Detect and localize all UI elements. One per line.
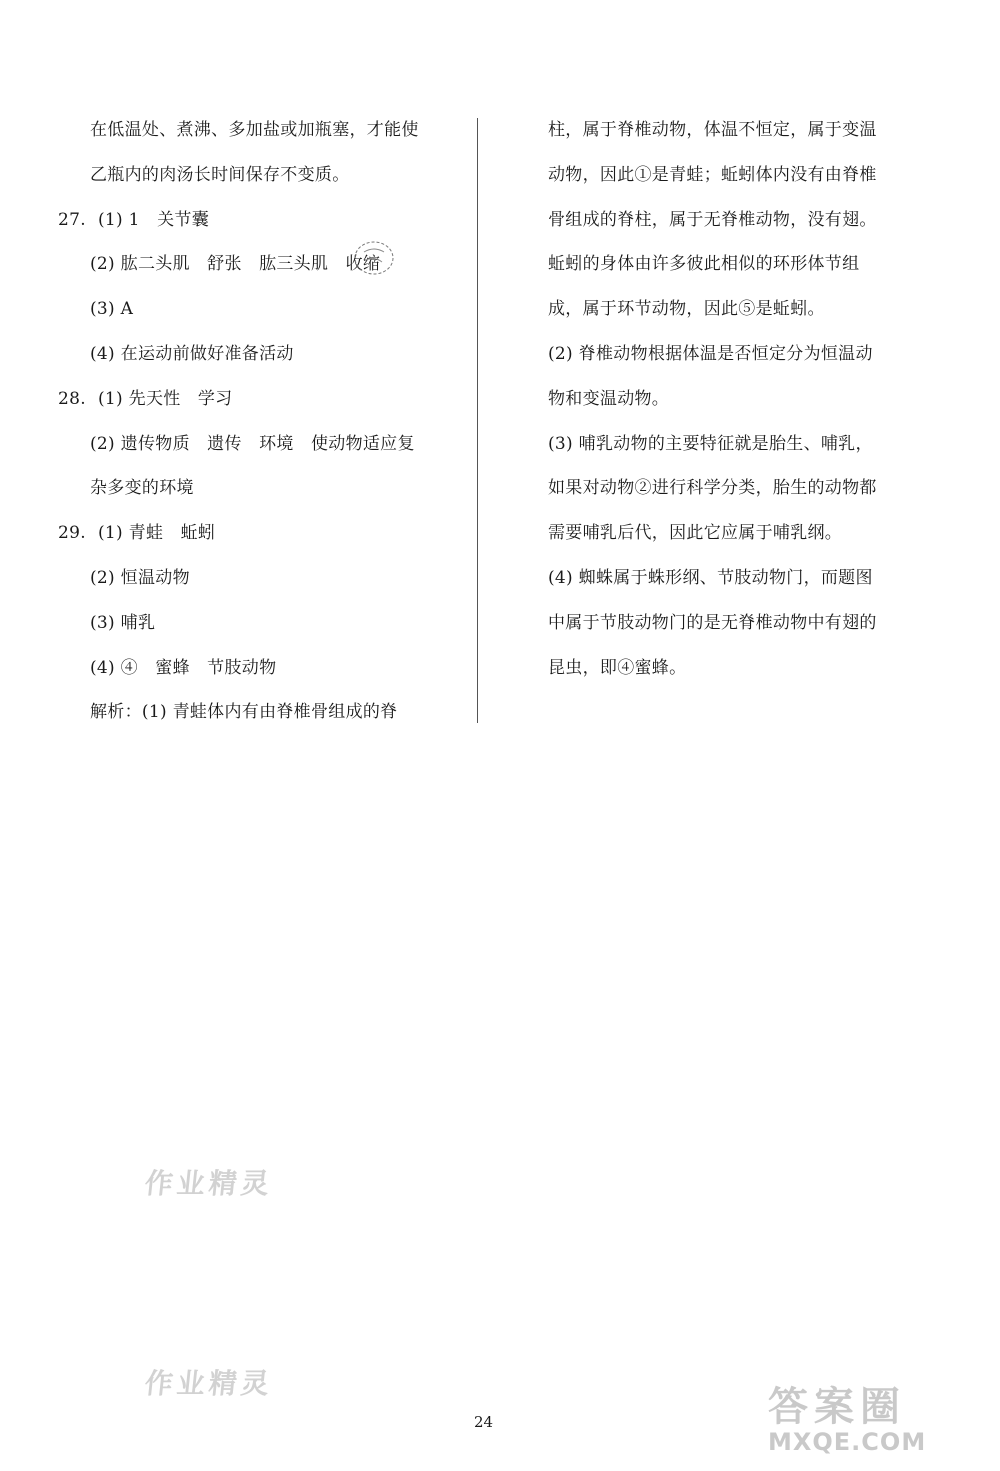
text-line: 动物，因此①是青蛙；蚯蚓体内没有由脊椎 [548, 164, 877, 185]
logo-title: 答案圈 [768, 1384, 906, 1430]
handwritten-mark-icon [352, 238, 396, 278]
watermark: 作业精灵 [143, 1167, 275, 1200]
q27-part1 [58, 198, 458, 243]
text-line: 成，属于环节动物，因此⑤是蚯蚓。 [548, 299, 825, 320]
text-line: (3) 哺乳动物的主要特征就是胎生、哺乳， [548, 433, 873, 454]
left-column [58, 108, 458, 735]
q28-part2: (2) 遗传物质 遗传 环境 使动物适应复 [90, 433, 415, 454]
page-number: 24 [474, 1413, 494, 1431]
q29-analysis: 解析：(1) 青蛙体内有由脊椎骨组成的脊 [90, 702, 398, 723]
column-divider [477, 118, 478, 723]
right-column [522, 108, 912, 690]
text-line: 骨组成的脊柱，属于无脊椎动物，没有翅。 [548, 209, 877, 230]
text-line: 在低温处、煮沸、多加盐或加瓶塞，才能使 [90, 120, 419, 140]
q29-part1 [58, 511, 458, 556]
text-line: 如果对动物②进行科学分类，胎生的动物都 [548, 478, 877, 499]
site-logo [768, 1375, 993, 1471]
text-line: 物和变温动物。 [548, 388, 670, 409]
text-line: 昆虫，即④蜜蜂。 [548, 657, 687, 678]
text-line: 柱，属于脊椎动物，体温不恒定，属于变温 [548, 120, 877, 140]
text-line: (2) 脊椎动物根据体温是否恒定分为恒温动 [548, 343, 873, 364]
text-line: 乙瓶内的肉汤长时间保存不变质。 [90, 164, 350, 185]
question-number: 27. [58, 209, 86, 230]
q28-part1 [58, 377, 458, 422]
q29-part3: (3) 哺乳 [90, 612, 156, 633]
answer-text: (1) 1 关节囊 [98, 209, 209, 230]
q29-part4: (4) ④ 蜜蜂 节肢动物 [90, 657, 277, 678]
text-line: (4) 蜘蛛属于蛛形纲、节肢动物门，而题图 [548, 567, 873, 588]
answer-text: (1) 先天性 学习 [98, 388, 233, 409]
logo-url: MXQE.COM [768, 1428, 927, 1456]
q27-part4: (4) 在运动前做好准备活动 [90, 343, 294, 364]
question-number: 28. [58, 388, 86, 409]
answer-text: (1) 青蛙 蚯蚓 [98, 523, 216, 544]
watermark: 作业精灵 [143, 1367, 275, 1400]
text-line: 中属于节肢动物门的是无脊椎动物中有翅的 [548, 612, 877, 633]
q27-part3: (3) A [90, 299, 134, 320]
question-number: 29. [58, 523, 86, 544]
text-line: 需要哺乳后代，因此它应属于哺乳纲。 [548, 523, 843, 544]
q29-part2: (2) 恒温动物 [90, 567, 190, 588]
q27-part2: (2) 肱二头肌 舒张 肱三头肌 收缩 [90, 254, 381, 275]
text-line: 蚯蚓的身体由许多彼此相似的环形体节组 [548, 254, 860, 275]
q28-part2-cont: 杂多变的环境 [90, 478, 194, 499]
